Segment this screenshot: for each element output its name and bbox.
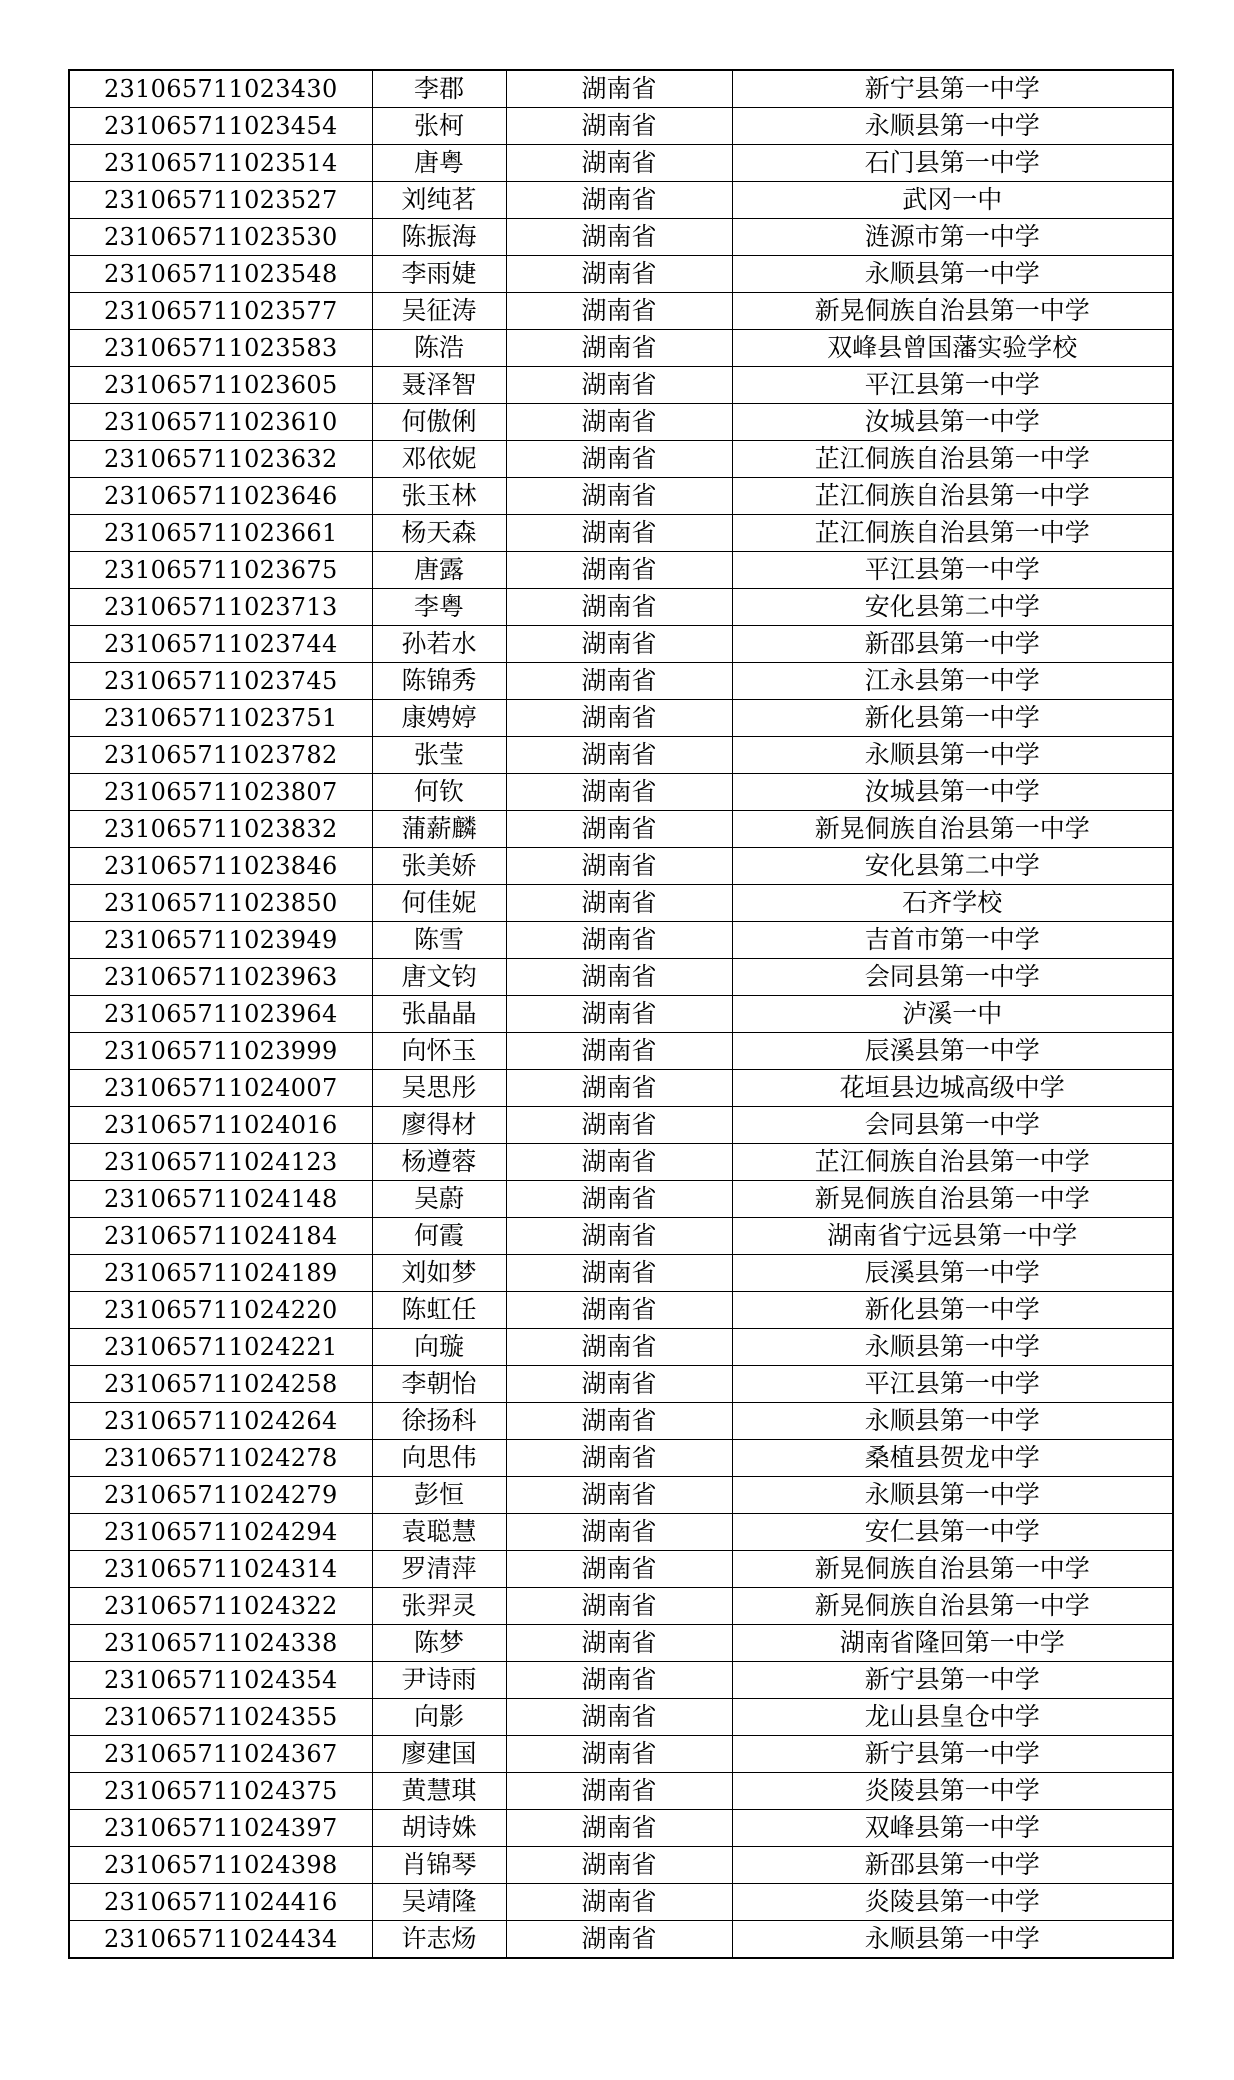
cell-student-name: 杨遵蓉 — [372, 1144, 506, 1181]
cell-exam-id: 231065711023610 — [69, 404, 372, 441]
cell-exam-id: 231065711023646 — [69, 478, 372, 515]
cell-exam-id: 231065711024016 — [69, 1107, 372, 1144]
cell-student-name: 张晶晶 — [372, 996, 506, 1033]
cell-student-name: 向璇 — [372, 1329, 506, 1366]
cell-school: 新邵县第一中学 — [732, 626, 1173, 663]
table-row — [69, 1921, 1173, 1959]
table-row — [69, 1514, 1173, 1551]
cell-exam-id: 231065711024367 — [69, 1736, 372, 1773]
cell-province: 湖南省 — [506, 256, 732, 293]
cell-province: 湖南省 — [506, 1847, 732, 1884]
cell-school: 芷江侗族自治县第一中学 — [732, 515, 1173, 552]
table-row — [69, 1736, 1173, 1773]
cell-student-name: 陈虹任 — [372, 1292, 506, 1329]
table-row — [69, 515, 1173, 552]
cell-province: 湖南省 — [506, 108, 732, 145]
cell-student-name: 何佳妮 — [372, 885, 506, 922]
cell-province: 湖南省 — [506, 1070, 732, 1107]
cell-student-name: 刘纯茗 — [372, 182, 506, 219]
cell-student-name: 孙若水 — [372, 626, 506, 663]
cell-student-name: 陈锦秀 — [372, 663, 506, 700]
cell-student-name: 李雨婕 — [372, 256, 506, 293]
cell-province: 湖南省 — [506, 589, 732, 626]
cell-province: 湖南省 — [506, 1107, 732, 1144]
table-row — [69, 1588, 1173, 1625]
cell-province: 湖南省 — [506, 1218, 732, 1255]
cell-province: 湖南省 — [506, 1588, 732, 1625]
cell-province: 湖南省 — [506, 1773, 732, 1810]
cell-exam-id: 231065711023744 — [69, 626, 372, 663]
cell-province: 湖南省 — [506, 441, 732, 478]
table-row — [69, 848, 1173, 885]
table-row — [69, 811, 1173, 848]
cell-province: 湖南省 — [506, 182, 732, 219]
cell-province: 湖南省 — [506, 367, 732, 404]
cell-exam-id: 231065711023514 — [69, 145, 372, 182]
cell-exam-id: 231065711023583 — [69, 330, 372, 367]
cell-student-name: 吴征涛 — [372, 293, 506, 330]
cell-school: 炎陵县第一中学 — [732, 1773, 1173, 1810]
cell-student-name: 张玉林 — [372, 478, 506, 515]
cell-exam-id: 231065711024221 — [69, 1329, 372, 1366]
cell-exam-id: 231065711023527 — [69, 182, 372, 219]
cell-exam-id: 231065711023964 — [69, 996, 372, 1033]
cell-school: 辰溪县第一中学 — [732, 1033, 1173, 1070]
cell-student-name: 彭恒 — [372, 1477, 506, 1514]
cell-province: 湖南省 — [506, 1699, 732, 1736]
cell-school: 芷江侗族自治县第一中学 — [732, 478, 1173, 515]
cell-student-name: 蒲薪麟 — [372, 811, 506, 848]
cell-exam-id: 231065711023832 — [69, 811, 372, 848]
cell-student-name: 陈浩 — [372, 330, 506, 367]
cell-province: 湖南省 — [506, 1255, 732, 1292]
cell-student-name: 刘如梦 — [372, 1255, 506, 1292]
cell-school: 湖南省隆回第一中学 — [732, 1625, 1173, 1662]
cell-school: 永顺县第一中学 — [732, 108, 1173, 145]
cell-school: 芷江侗族自治县第一中学 — [732, 1144, 1173, 1181]
cell-school: 石门县第一中学 — [732, 145, 1173, 182]
cell-province: 湖南省 — [506, 1292, 732, 1329]
cell-exam-id: 231065711023999 — [69, 1033, 372, 1070]
cell-exam-id: 231065711023850 — [69, 885, 372, 922]
cell-province: 湖南省 — [506, 663, 732, 700]
cell-student-name: 李朝怡 — [372, 1366, 506, 1403]
cell-exam-id: 231065711024322 — [69, 1588, 372, 1625]
cell-province: 湖南省 — [506, 811, 732, 848]
cell-exam-id: 231065711024434 — [69, 1921, 372, 1959]
table-row — [69, 1662, 1173, 1699]
cell-exam-id: 231065711024416 — [69, 1884, 372, 1921]
cell-school: 永顺县第一中学 — [732, 256, 1173, 293]
cell-student-name: 李粤 — [372, 589, 506, 626]
table-row — [69, 1181, 1173, 1218]
cell-province: 湖南省 — [506, 330, 732, 367]
cell-province: 湖南省 — [506, 885, 732, 922]
cell-province: 湖南省 — [506, 70, 732, 108]
cell-school: 芷江侗族自治县第一中学 — [732, 441, 1173, 478]
table-row — [69, 1107, 1173, 1144]
cell-exam-id: 231065711024354 — [69, 1662, 372, 1699]
cell-province: 湖南省 — [506, 626, 732, 663]
cell-school: 涟源市第一中学 — [732, 219, 1173, 256]
cell-student-name: 吴靖隆 — [372, 1884, 506, 1921]
cell-exam-id: 231065711023949 — [69, 922, 372, 959]
cell-student-name: 尹诗雨 — [372, 1662, 506, 1699]
cell-exam-id: 231065711024258 — [69, 1366, 372, 1403]
cell-school: 石齐学校 — [732, 885, 1173, 922]
table-row — [69, 1218, 1173, 1255]
cell-province: 湖南省 — [506, 1662, 732, 1699]
cell-student-name: 张美娇 — [372, 848, 506, 885]
cell-exam-id: 231065711023713 — [69, 589, 372, 626]
cell-student-name: 陈雪 — [372, 922, 506, 959]
cell-province: 湖南省 — [506, 1921, 732, 1959]
table-row — [69, 293, 1173, 330]
cell-school: 新邵县第一中学 — [732, 1847, 1173, 1884]
cell-province: 湖南省 — [506, 1403, 732, 1440]
cell-student-name: 李郡 — [372, 70, 506, 108]
table-row — [69, 219, 1173, 256]
table-row — [69, 1847, 1173, 1884]
cell-school: 泸溪一中 — [732, 996, 1173, 1033]
cell-exam-id: 231065711024123 — [69, 1144, 372, 1181]
cell-student-name: 向影 — [372, 1699, 506, 1736]
cell-student-name: 向怀玉 — [372, 1033, 506, 1070]
table-row — [69, 1403, 1173, 1440]
cell-province: 湖南省 — [506, 1329, 732, 1366]
table-row — [69, 108, 1173, 145]
table-row — [69, 626, 1173, 663]
cell-province: 湖南省 — [506, 959, 732, 996]
cell-province: 湖南省 — [506, 1514, 732, 1551]
cell-exam-id: 231065711024398 — [69, 1847, 372, 1884]
cell-exam-id: 231065711024294 — [69, 1514, 372, 1551]
cell-school: 桑植县贺龙中学 — [732, 1440, 1173, 1477]
cell-exam-id: 231065711023751 — [69, 700, 372, 737]
table-row — [69, 1773, 1173, 1810]
cell-exam-id: 231065711023807 — [69, 774, 372, 811]
table-row — [69, 1033, 1173, 1070]
cell-province: 湖南省 — [506, 1810, 732, 1847]
cell-province: 湖南省 — [506, 515, 732, 552]
cell-province: 湖南省 — [506, 219, 732, 256]
cell-student-name: 杨天森 — [372, 515, 506, 552]
cell-student-name: 廖建国 — [372, 1736, 506, 1773]
cell-school: 新宁县第一中学 — [732, 1736, 1173, 1773]
table-row — [69, 885, 1173, 922]
table-row — [69, 774, 1173, 811]
cell-province: 湖南省 — [506, 922, 732, 959]
cell-school: 永顺县第一中学 — [732, 1329, 1173, 1366]
cell-province: 湖南省 — [506, 1440, 732, 1477]
cell-student-name: 康娉婷 — [372, 700, 506, 737]
cell-school: 辰溪县第一中学 — [732, 1255, 1173, 1292]
table-row — [69, 1070, 1173, 1107]
table-row — [69, 922, 1173, 959]
cell-exam-id: 231065711023577 — [69, 293, 372, 330]
cell-student-name: 邓依妮 — [372, 441, 506, 478]
table-row — [69, 700, 1173, 737]
table-row — [69, 1329, 1173, 1366]
cell-exam-id: 231065711024184 — [69, 1218, 372, 1255]
cell-exam-id: 231065711023661 — [69, 515, 372, 552]
cell-student-name: 黄慧琪 — [372, 1773, 506, 1810]
roster-table-body — [69, 70, 1173, 1958]
cell-province: 湖南省 — [506, 1551, 732, 1588]
table-row — [69, 1551, 1173, 1588]
cell-province: 湖南省 — [506, 1144, 732, 1181]
cell-school: 新晃侗族自治县第一中学 — [732, 293, 1173, 330]
cell-school: 平江县第一中学 — [732, 367, 1173, 404]
cell-exam-id: 231065711023454 — [69, 108, 372, 145]
cell-exam-id: 231065711023745 — [69, 663, 372, 700]
cell-student-name: 聂泽智 — [372, 367, 506, 404]
cell-school: 新晃侗族自治县第一中学 — [732, 1588, 1173, 1625]
table-row — [69, 589, 1173, 626]
table-row — [69, 663, 1173, 700]
table-row — [69, 441, 1173, 478]
table-row — [69, 1884, 1173, 1921]
cell-province: 湖南省 — [506, 1477, 732, 1514]
table-row — [69, 1366, 1173, 1403]
cell-province: 湖南省 — [506, 996, 732, 1033]
table-row — [69, 1477, 1173, 1514]
cell-school: 花垣县边城高级中学 — [732, 1070, 1173, 1107]
student-roster-table — [68, 69, 1174, 1959]
cell-school: 新晃侗族自治县第一中学 — [732, 1551, 1173, 1588]
cell-exam-id: 231065711023632 — [69, 441, 372, 478]
table-row — [69, 1440, 1173, 1477]
cell-student-name: 徐扬科 — [372, 1403, 506, 1440]
cell-student-name: 罗清萍 — [372, 1551, 506, 1588]
cell-exam-id: 231065711024264 — [69, 1403, 372, 1440]
cell-school: 双峰县曾国藩实验学校 — [732, 330, 1173, 367]
cell-student-name: 肖锦琴 — [372, 1847, 506, 1884]
cell-school: 汝城县第一中学 — [732, 774, 1173, 811]
cell-exam-id: 231065711023846 — [69, 848, 372, 885]
table-row — [69, 182, 1173, 219]
cell-student-name: 袁聪慧 — [372, 1514, 506, 1551]
cell-exam-id: 231065711023675 — [69, 552, 372, 589]
cell-school: 湖南省宁远县第一中学 — [732, 1218, 1173, 1255]
cell-school: 新化县第一中学 — [732, 700, 1173, 737]
cell-student-name: 何霞 — [372, 1218, 506, 1255]
table-row — [69, 959, 1173, 996]
cell-exam-id: 231065711023430 — [69, 70, 372, 108]
table-row — [69, 1292, 1173, 1329]
cell-province: 湖南省 — [506, 1366, 732, 1403]
cell-school: 新宁县第一中学 — [732, 70, 1173, 108]
cell-student-name: 唐露 — [372, 552, 506, 589]
cell-school: 炎陵县第一中学 — [732, 1884, 1173, 1921]
cell-exam-id: 231065711024397 — [69, 1810, 372, 1847]
cell-province: 湖南省 — [506, 1736, 732, 1773]
cell-student-name: 胡诗姝 — [372, 1810, 506, 1847]
cell-school: 会同县第一中学 — [732, 1107, 1173, 1144]
cell-exam-id: 231065711024314 — [69, 1551, 372, 1588]
cell-student-name: 张柯 — [372, 108, 506, 145]
cell-school: 武冈一中 — [732, 182, 1173, 219]
cell-province: 湖南省 — [506, 404, 732, 441]
cell-school: 江永县第一中学 — [732, 663, 1173, 700]
cell-province: 湖南省 — [506, 478, 732, 515]
cell-province: 湖南省 — [506, 1033, 732, 1070]
cell-school: 吉首市第一中学 — [732, 922, 1173, 959]
table-row — [69, 737, 1173, 774]
table-row — [69, 478, 1173, 515]
cell-school: 新晃侗族自治县第一中学 — [732, 1181, 1173, 1218]
cell-school: 双峰县第一中学 — [732, 1810, 1173, 1847]
cell-school: 新宁县第一中学 — [732, 1662, 1173, 1699]
cell-school: 平江县第一中学 — [732, 552, 1173, 589]
cell-student-name: 何傲俐 — [372, 404, 506, 441]
cell-exam-id: 231065711024278 — [69, 1440, 372, 1477]
cell-province: 湖南省 — [506, 552, 732, 589]
cell-exam-id: 231065711023548 — [69, 256, 372, 293]
cell-school: 永顺县第一中学 — [732, 1403, 1173, 1440]
cell-province: 湖南省 — [506, 774, 732, 811]
cell-student-name: 向思伟 — [372, 1440, 506, 1477]
table-row — [69, 1625, 1173, 1662]
cell-province: 湖南省 — [506, 1884, 732, 1921]
cell-school: 龙山县皇仓中学 — [732, 1699, 1173, 1736]
cell-school: 永顺县第一中学 — [732, 1921, 1173, 1959]
cell-school: 安化县第二中学 — [732, 589, 1173, 626]
cell-exam-id: 231065711023530 — [69, 219, 372, 256]
cell-school: 汝城县第一中学 — [732, 404, 1173, 441]
cell-school: 会同县第一中学 — [732, 959, 1173, 996]
cell-exam-id: 231065711024355 — [69, 1699, 372, 1736]
cell-school: 永顺县第一中学 — [732, 1477, 1173, 1514]
cell-school: 安化县第二中学 — [732, 848, 1173, 885]
table-row — [69, 404, 1173, 441]
cell-student-name: 吴蔚 — [372, 1181, 506, 1218]
cell-student-name: 陈梦 — [372, 1625, 506, 1662]
cell-exam-id: 231065711023605 — [69, 367, 372, 404]
cell-student-name: 何钦 — [372, 774, 506, 811]
cell-province: 湖南省 — [506, 737, 732, 774]
table-row — [69, 1699, 1173, 1736]
cell-student-name: 唐粤 — [372, 145, 506, 182]
cell-student-name: 许志炀 — [372, 1921, 506, 1959]
table-row — [69, 1255, 1173, 1292]
cell-school: 安仁县第一中学 — [732, 1514, 1173, 1551]
cell-exam-id: 231065711024148 — [69, 1181, 372, 1218]
cell-school: 新晃侗族自治县第一中学 — [732, 811, 1173, 848]
cell-school: 新化县第一中学 — [732, 1292, 1173, 1329]
table-row — [69, 1144, 1173, 1181]
cell-exam-id: 231065711024375 — [69, 1773, 372, 1810]
table-row — [69, 996, 1173, 1033]
cell-student-name: 唐文钧 — [372, 959, 506, 996]
cell-school: 永顺县第一中学 — [732, 737, 1173, 774]
table-row — [69, 70, 1173, 108]
cell-student-name: 张羿灵 — [372, 1588, 506, 1625]
cell-province: 湖南省 — [506, 1181, 732, 1218]
cell-province: 湖南省 — [506, 700, 732, 737]
cell-school: 平江县第一中学 — [732, 1366, 1173, 1403]
cell-student-name: 陈振海 — [372, 219, 506, 256]
cell-province: 湖南省 — [506, 1625, 732, 1662]
cell-student-name: 吴思彤 — [372, 1070, 506, 1107]
table-row — [69, 367, 1173, 404]
cell-student-name: 廖得材 — [372, 1107, 506, 1144]
cell-exam-id: 231065711024189 — [69, 1255, 372, 1292]
table-row — [69, 145, 1173, 182]
cell-province: 湖南省 — [506, 145, 732, 182]
cell-exam-id: 231065711023963 — [69, 959, 372, 996]
cell-exam-id: 231065711023782 — [69, 737, 372, 774]
table-row — [69, 552, 1173, 589]
table-row — [69, 330, 1173, 367]
cell-province: 湖南省 — [506, 848, 732, 885]
cell-exam-id: 231065711024220 — [69, 1292, 372, 1329]
cell-exam-id: 231065711024007 — [69, 1070, 372, 1107]
table-row — [69, 1810, 1173, 1847]
cell-exam-id: 231065711024338 — [69, 1625, 372, 1662]
cell-exam-id: 231065711024279 — [69, 1477, 372, 1514]
cell-province: 湖南省 — [506, 293, 732, 330]
table-row — [69, 256, 1173, 293]
cell-student-name: 张莹 — [372, 737, 506, 774]
